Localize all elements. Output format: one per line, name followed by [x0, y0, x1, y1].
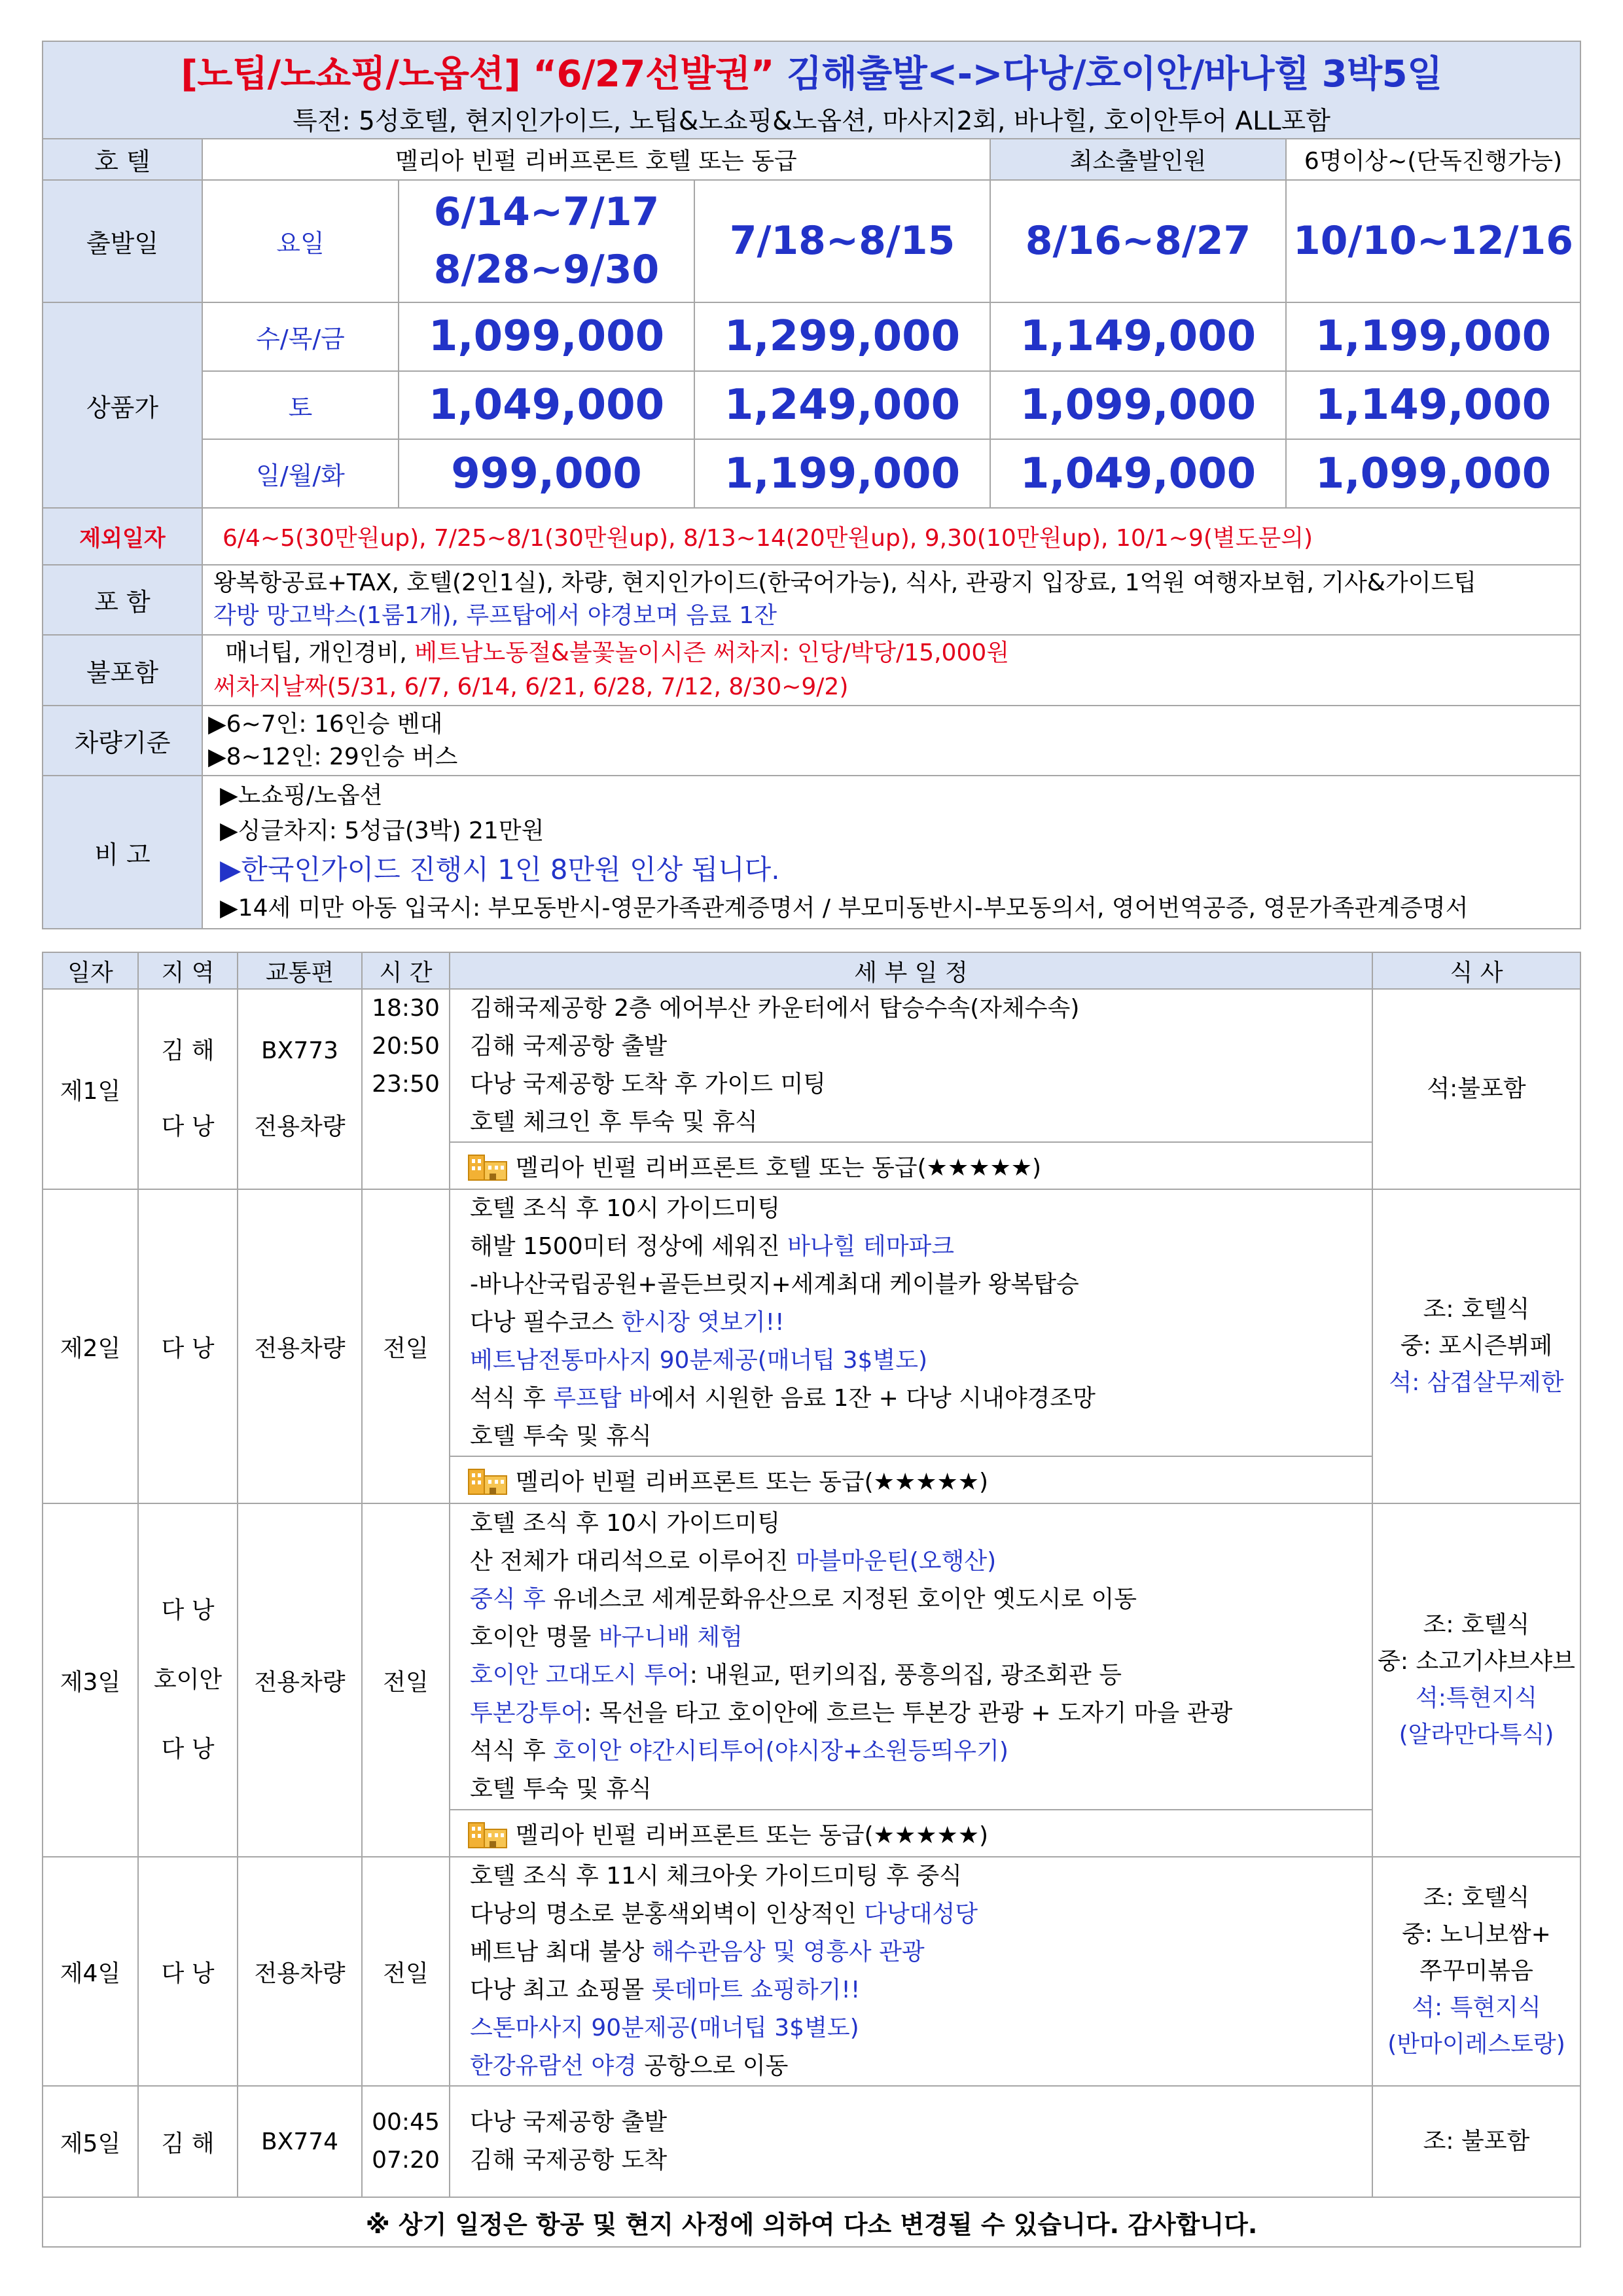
title-red: [노팁/노쇼핑/노옵션]	[181, 52, 521, 96]
exclude-cell	[202, 635, 1580, 706]
day-label: 요일	[202, 180, 399, 302]
price-2-4: 1,149,000	[1286, 371, 1580, 440]
notes-label: 비 고	[43, 776, 202, 929]
day-2-label: 제2일	[43, 1189, 138, 1503]
note-2: ▶싱글차지: 5성급(3박) 21만원	[220, 817, 544, 845]
day-1-meals: 석:불포함	[1372, 989, 1580, 1189]
price-days-1: 수/목/금	[202, 302, 399, 371]
day-4-meals: 조: 호텔식 중: 노니보쌈+ 쭈꾸미볶음 석: 특현지식 (반마이레스토랑)	[1372, 1857, 1580, 2086]
day-4-label: 제4일	[43, 1857, 138, 2086]
day-2-hotel: 멜리아 빈펄 리버프론트 또는 동급(★★★★★)	[450, 1456, 1372, 1503]
day-4-time: 전일	[362, 1857, 450, 2086]
price-3-3: 1,049,000	[990, 439, 1286, 508]
include-cell	[202, 565, 1580, 635]
day-1-regions: 김 해 다 낭	[138, 989, 238, 1189]
vehicle-line-2: ▶8~12인: 29인승 버스	[208, 743, 458, 770]
day-1-label: 제1일	[43, 989, 138, 1189]
building-icon	[467, 1464, 508, 1496]
day-1-hotel: 멜리아 빈펄 리버프론트 호텔 또는 동급(★★★★★)	[450, 1142, 1372, 1189]
day-3-label: 제3일	[43, 1503, 138, 1857]
period-1: 6/14~7/17 8/28~9/30	[399, 180, 694, 302]
excluded-dates-label: 제외일자	[43, 508, 202, 565]
day-4-region: 다 낭	[138, 1857, 238, 2086]
period-3: 8/16~8/27	[990, 180, 1286, 302]
day-4-transport: 전용차량	[238, 1857, 362, 2086]
exclude-line-2: 써차지날짜(5/31, 6/7, 6/14, 6/21, 6/28, 7/12, 8/30~9/2)	[213, 673, 849, 700]
day-3-detail: 호텔 조식 후 10시 가이드미팅 산 전체가 대리석으로 이루어진 마블마운틴(오행산) 중식 후 유네스코 세계문화유산으로 지정된 호이안 옛도시로 이동 호이안 명물 바구니배 체험 호이안 고대도시 투어: 내원교, 떤키의집, 풍흥의집, 광조회관 등 투본강투어: 목선을 타고 호이안에 흐르는 투본강 관광 + 도자기 마을 관광 석식 후 호이안 야간시티투어(야시장+소원등띄우기) 호텔 투숙 및 휴식	[450, 1503, 1372, 1810]
info-table	[42, 41, 1581, 929]
min-label: 최소출발인원	[990, 139, 1286, 179]
min-value: 6명이상~(단독진행가능)	[1286, 139, 1580, 179]
price-3-4: 1,099,000	[1286, 439, 1580, 508]
price-1-2: 1,299,000	[694, 302, 990, 371]
col-header-time: 시 간	[362, 952, 450, 989]
hotel-value: 멜리아 빈펄 리버프론트 호텔 또는 동급	[202, 139, 990, 179]
building-icon	[467, 1818, 508, 1849]
departure-label: 출발일	[43, 180, 202, 302]
day-3-transport: 전용차량	[238, 1503, 362, 1857]
subtitle: 특전: 5성호텔, 현지인가이드, 노팁&노쇼핑&노옵션, 마사지2회, 바나힐, 호이안투어 ALL포함	[293, 107, 1330, 137]
include-line-2: 각방 망고박스(1룸1개), 루프탑에서 야경보며 음료 1잔	[213, 602, 777, 630]
exclude-label: 불포함	[43, 635, 202, 706]
day-5-transport: BX774	[238, 2086, 362, 2197]
building-icon	[467, 1150, 508, 1181]
day-5-meals: 조: 불포함	[1372, 2086, 1580, 2197]
day-2-transport: 전용차량	[238, 1189, 362, 1503]
vehicle-label: 차량기준	[43, 706, 202, 776]
col-header-region: 지 역	[138, 952, 238, 989]
price-1-4: 1,199,000	[1286, 302, 1580, 371]
day-2-region: 다 낭	[138, 1189, 238, 1503]
note-1: ▶노쇼핑/노옵션	[220, 782, 383, 810]
price-1-1: 1,099,000	[399, 302, 694, 371]
include-line-1: 왕복항공료+TAX, 호텔(2인1실), 차량, 현지인가이드(한국어가능), 식사, 관광지 입장료, 1억원 여행자보험, 기사&가이드팁	[213, 569, 1477, 597]
day-3-meals: 조: 호텔식 중: 소고기샤브샤브 석:특현지식 (알라만다특식)	[1372, 1503, 1580, 1857]
note-4: ▶14세 미만 아동 입국시: 부모동반시-영문가족관계증명서 / 부모미동반시-부모동의서, 영어번역공증, 영문가족관계증명서	[220, 895, 1469, 922]
hotel-label: 호 텔	[43, 139, 202, 179]
price-label: 상품가	[43, 302, 202, 508]
day-1-transport: BX773 전용차량	[238, 989, 362, 1189]
col-header-date: 일자	[43, 952, 138, 989]
price-1-3: 1,149,000	[990, 302, 1286, 371]
price-days-2: 토	[202, 371, 399, 440]
price-3-2: 1,199,000	[694, 439, 990, 508]
day-3-regions: 다 낭 호이안 다 낭	[138, 1503, 238, 1857]
price-days-3: 일/월/화	[202, 439, 399, 508]
price-3-1: 999,000	[399, 439, 694, 508]
day-3-time: 전일	[362, 1503, 450, 1857]
day-5-label: 제5일	[43, 2086, 138, 2197]
vehicle-cell	[202, 706, 1580, 776]
day-2-time: 전일	[362, 1189, 450, 1503]
exclude-line-1-a: 매너팁, 개인경비,	[225, 639, 415, 666]
title-blue: 김해출발<->다낭/호이안/바나힐 3박5일	[786, 52, 1442, 96]
price-2-3: 1,099,000	[990, 371, 1286, 440]
day-1-detail: 김해국제공항 2층 에어부산 카운터에서 탑승수속(자체수속) 김해 국제공항 출발 다낭 국제공항 도착 후 가이드 미팅 호텔 체크인 후 투숙 및 휴식	[450, 989, 1372, 1142]
notes-cell	[202, 776, 1580, 929]
note-3: ▶한국인가이드 진행시 1인 8만원 인상 됩니다.	[220, 853, 780, 886]
title-cell	[43, 41, 1580, 101]
day-2-meals: 조: 호텔식 중: 포시즌뷔페 석: 삼겹살무제한	[1372, 1189, 1580, 1503]
price-2-1: 1,049,000	[399, 371, 694, 440]
day-5-region: 김 해	[138, 2086, 238, 2197]
price-2-2: 1,249,000	[694, 371, 990, 440]
day-4-detail: 호텔 조식 후 11시 체크아웃 가이드미팅 후 중식 다낭의 명소로 분홍색외벽이 인상적인 다낭대성당 베트남 최대 불상 해수관음상 및 영흥사 관광 다낭 최고 쇼핑몰 롯데마트 쇼핑하기!! 스톤마사지 90분제공(매너팁 3$별도) 한강유람선 야경 공항으로 이동	[450, 1857, 1372, 2086]
excluded-dates: 6/4~5(30만원up), 7/25~8/1(30만원up), 8/13~14(20만원up), 9,30(10만원up), 10/1~9(별도문의)	[202, 508, 1580, 565]
day-1-times: 18:30 20:50 23:50	[362, 989, 450, 1189]
period-4: 10/10~12/16	[1286, 180, 1580, 302]
col-header-meal: 식 사	[1372, 952, 1580, 989]
col-header-detail: 세 부 일 정	[450, 952, 1372, 989]
include-label: 포 함	[43, 565, 202, 635]
title-quote: “6/27선발권”	[533, 52, 774, 96]
vehicle-line-1: ▶6~7인: 16인승 벤대	[208, 710, 443, 738]
schedule-table	[42, 952, 1581, 2248]
footer-note: ※ 상기 일정은 항공 및 현지 사정에 의하여 다소 변경될 수 있습니다. 감사합니다.	[43, 2197, 1580, 2247]
day-2-detail: 호텔 조식 후 10시 가이드미팅 해발 1500미터 정상에 세워진 바나힐 테마파크 -바나산국립공원+골든브릿지+세계최대 케이블카 왕복탑승 다낭 필수코스 한시장 엿보기!! 베트남전통마사지 90분제공(매너팁 3$별도) 석식 후 루프탑 바에서 시원한 음료 1잔 + 다낭 시내야경조망 호텔 투숙 및 휴식	[450, 1189, 1372, 1456]
day-3-hotel: 멜리아 빈펄 리버프론트 또는 동급(★★★★★)	[450, 1810, 1372, 1857]
period-2: 7/18~8/15	[694, 180, 990, 302]
subtitle-cell	[43, 101, 1580, 139]
day-5-detail: 다낭 국제공항 출발 김해 국제공항 도착	[450, 2086, 1372, 2197]
exclude-line-1-b: 베트남노동절&불꽃놀이시즌 써차지: 인당/박당/15,000원	[414, 639, 1010, 666]
col-header-transport: 교통편	[238, 952, 362, 989]
day-5-times: 00:45 07:20	[362, 2086, 450, 2197]
